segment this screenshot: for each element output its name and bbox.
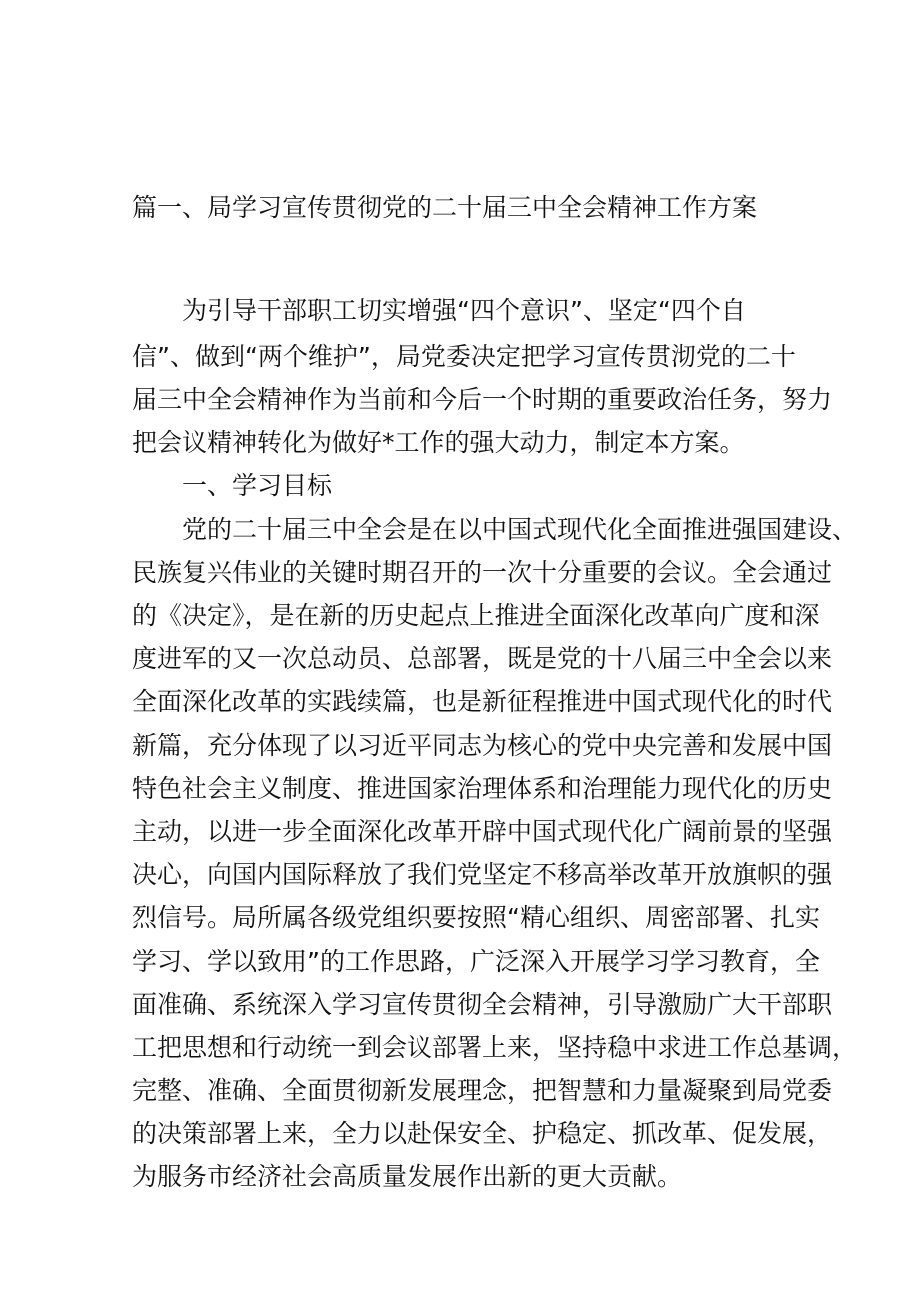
paragraph-line: 全面深化改革的实践续篇，也是新征程推进中国式现代化的时代 — [132, 687, 833, 716]
paragraph-line: 烈信号。局所属各级党组织要按照“精心组织、周密部署、扎实 — [132, 903, 820, 932]
paragraph-line: 民族复兴伟业的关键时期召开的一次十分重要的会议。全会通过 — [132, 558, 833, 587]
paragraph-line: 为引导干部职工切实增强“四个意识”、坚定“四个自 — [182, 296, 746, 325]
paragraph-line: 的《决定》，是在新的历史起点上推进全面深化改革向广度和深 — [132, 601, 820, 630]
paragraph-line: 学习、学以致用”的工作思路，广泛深入开展学习学习教育，全 — [132, 947, 820, 976]
paragraph-line: 的决策部署上来，全力以赴保安全、护稳定、抓改革、促发展， — [132, 1119, 833, 1148]
paragraph-line: 工把思想和行动统一到会议部署上来，坚持稳中求进工作总基调， — [132, 1033, 858, 1062]
paragraph-line: 完整、准确、全面贯彻新发展理念，把智慧和力量凝聚到局党委 — [132, 1076, 833, 1105]
paragraph-line: 把会议精神转化为做好*工作的强大动力，制定本方案。 — [132, 428, 745, 457]
paragraph-line: 届三中全会精神作为当前和今后一个时期的重要政治任务，努力 — [132, 385, 833, 414]
paragraph-line: 特色社会主义制度、推进国家治理体系和治理能力现代化的历史 — [132, 774, 833, 803]
document-title: 篇一、局学习宣传贯彻党的二十届三中全会精神工作方案 — [132, 193, 758, 222]
paragraph-line: 决心，向国内国际释放了我们党坚定不移高举改革开放旗帜的强 — [132, 860, 833, 889]
paragraph-line: 度进军的又一次总动员、总部署，既是党的十八届三中全会以来 — [132, 644, 833, 673]
paragraph-line: 新篇，充分体现了以习近平同志为核心的党中央完善和发展中国 — [132, 731, 833, 760]
paragraph-line: 党的二十届三中全会是在以中国式现代化全面推进强国建设、 — [182, 515, 858, 544]
paragraph-line: 为服务市经济社会高质量发展作出新的更大贡献。 — [132, 1162, 683, 1191]
paragraph-line: 面准确、系统深入学习宣传贯彻全会精神，引导激励广大干部职 — [132, 990, 833, 1019]
paragraph-line: 信”、做到“两个维护”，局党委决定把学习宣传贯沏党的二十 — [132, 342, 796, 371]
paragraph-line: 主动，以进一步全面深化改革开辟中国式现代化广阔前景的坚强 — [132, 817, 833, 846]
section-heading: 一、学习目标 — [182, 471, 333, 500]
